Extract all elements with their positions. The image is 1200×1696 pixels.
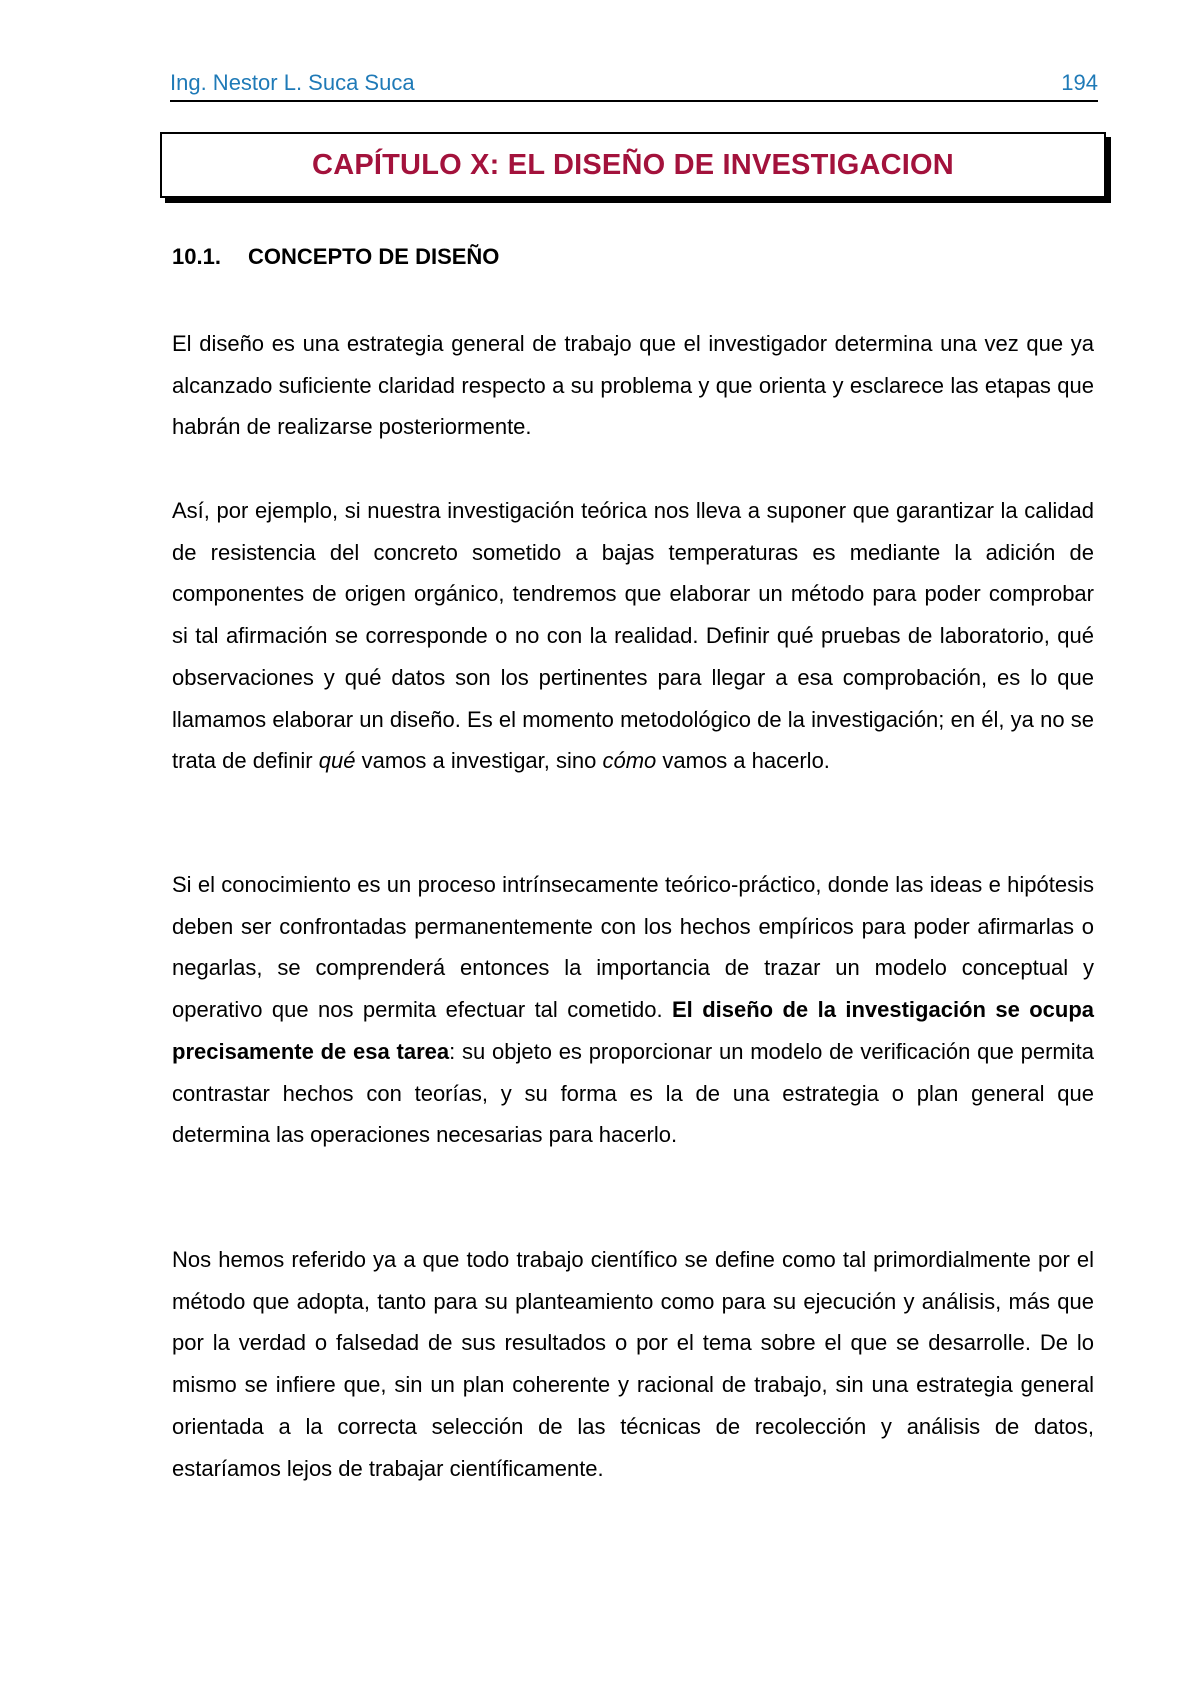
section-title: CONCEPTO DE DISEÑO: [248, 244, 500, 269]
paragraph-4-text: Nos hemos referido ya a que todo trabajo científico se define como tal primordialmente por el método que adopta, tanto para su planteamiento como para su ejecución y análisis, más que por la verdad o falsedad de sus resultados o por el tema sobre el que se desarrolle. De lo mismo se infiere que, sin un plan coherente y racional de trabajo, sin una estrategia general orientada a la correcta selección de las técnicas de recolección y análisis de datos, estaríamos lejos de trabajar científicamente.: [172, 1247, 1094, 1481]
paragraph-2-text-a: Así, por ejemplo, si nuestra investigación teórica nos lleva a suponer que garantizar la calidad de resistencia del concreto sometido a bajas temperaturas es mediante la adición de componentes de origen orgánico, tendremos que elaborar un método para poder comprobar si tal afirmación se corresponde o no con la realidad. Definir qué pruebas de laboratorio, qué observaciones y qué datos son los pertinentes para llegar a esa comprobación, es lo que llamamos elaborar un diseño. Es el momento metodológico de la investigación; en él, ya no se trata de definir: [172, 498, 1094, 774]
section-number: 10.1.: [172, 244, 221, 269]
paragraph-3-text-a: Si el conocimiento es un proceso intrínsecamente teórico-práctico, donde las ideas e hipótesis deben ser confrontadas permanentemente con los hechos empíricos para poder afirmarlas o negarlas, se comprenderá entonces la importancia de trazar un modelo conceptual y operativo que nos permita efectuar tal cometido.: [172, 872, 1094, 1023]
chapter-title-box: [160, 132, 1106, 198]
paragraph-1-text: El diseño es una estrategia general de trabajo que el investigador determina una vez que ya alcanzado suficiente claridad respecto a su problema y que orienta y esclarece las etapas que habrán de realizarse posteriormente.: [172, 331, 1094, 440]
paragraph-2-text-c: vamos a hacerlo.: [656, 748, 830, 774]
paragraph-3-bold: El diseño de la investigación se ocupa precisamente de esa tarea: [172, 997, 1094, 1064]
paragraph-4: [172, 1239, 1094, 1489]
paragraph-2-text-b: vamos a investigar, sino: [355, 748, 603, 774]
paragraph-3-text-b: : su objeto es proporcionar un modelo de verificación que permita contrastar hechos con teorías, y su forma es la de una estrategia o plan general que determina las operaciones necesarias para hacerlo.: [172, 1038, 1094, 1148]
paragraph-2: [172, 490, 1094, 782]
paragraph-2-italic-que: qué: [318, 748, 356, 774]
page-header: [170, 70, 1098, 102]
header-author: Ing. Nestor L. Suca Suca: [170, 70, 415, 95]
section-heading: [172, 244, 499, 270]
chapter-title: CAPÍTULO X: EL DISEÑO DE INVESTIGACION: [312, 148, 954, 181]
page-number: 194: [1061, 70, 1098, 95]
paragraph-3: [172, 864, 1094, 1156]
paragraph-1: [172, 323, 1094, 448]
paragraph-2-italic-como: cómo: [602, 748, 657, 774]
